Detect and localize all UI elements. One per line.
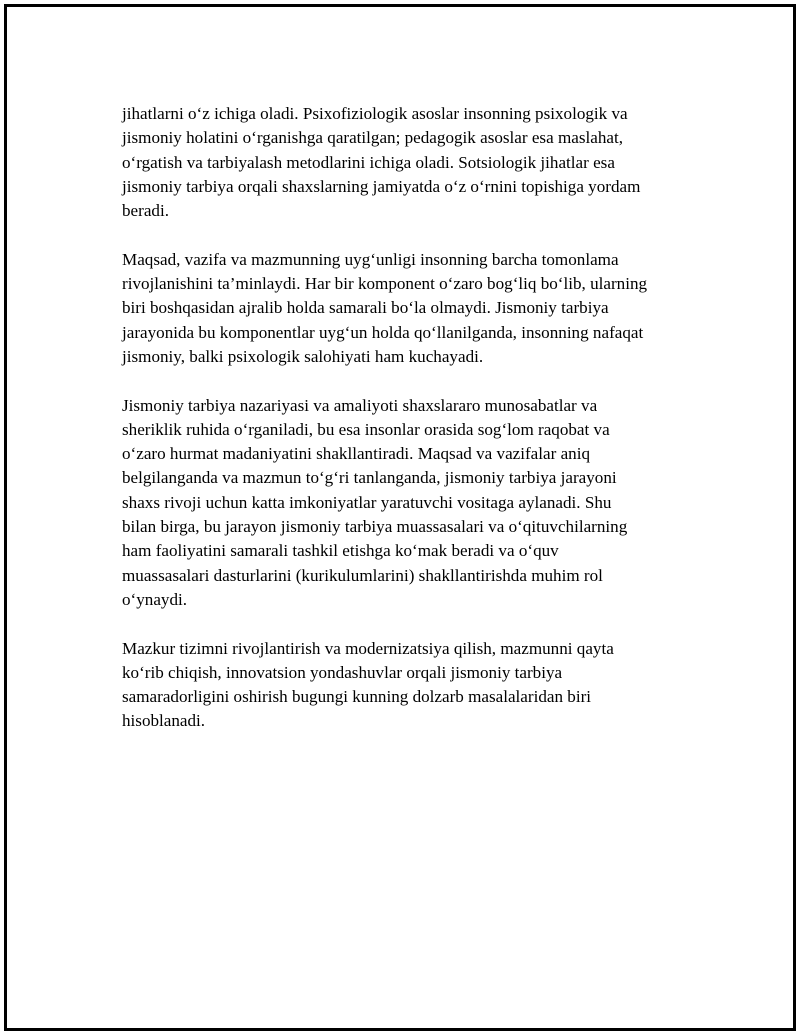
paragraph-4: Mazkur tizimni rivojlantirish va modernizatsiya qilish, mazmunni qayta ko‘rib chiqish, innovatsion yondashuvlar orqali jismoniy tarbiya samaradorligini oshirish bugungi kunning dolzarb masalalaridan biri hisoblanadi. [122,638,614,731]
paragraph-3: Jismoniy tarbiya nazariyasi va amaliyoti shaxslararo munosabatlar va sheriklik ruhida o‘rganiladi, bu esa insonlar orasida sog‘lom raqobat va o‘zaro hurmat madaniyatini shakllantiradi. Maqsad va vazifalar aniq belgilanganda va mazmun to‘g‘ri tanlanganda, jismoniy tarbiya jarayoni shaxs rivoji uchun katta imkoniyatlar yaratuvchi vositaga aylanadi. Shu bilan birga, bu jarayon jismoniy tarbiya muassasalari va o‘qituvchilarning ham faoliyatini samarali tashkil etishga ko‘mak beradi va o‘quv muassasalari dasturlarini (kurikulumlarini) shakllantirishda muhim rol o‘ynaydi. [122,395,628,609]
paragraph-1: jihatlarni o‘z ichiga oladi. Psixofiziologik asoslar insonning psixologik va jismoniy holatini o‘rganishga qaratilgan; pedagogik asoslar esa maslahat, o‘rgatish va tarbiyalash metodlarini ichiga oladi. Sotsiologik jihatlar esa jismoniy tarbiya orqali shaxslarning jamiyatda o‘z o‘rnini topishiga yordam beradi. [122,104,641,221]
paragraph-2: Maqsad, vazifa va mazmunning uyg‘unligi insonning barcha tomonlama rivojlanishini ta’minlaydi. Har bir komponent o‘zaro bog‘liq bo‘lib, ularning biri boshqasidan ajralib holda samarali bo‘la olmaydi. Jismoniy tarbiya jarayonida bu komponentlar uyg‘un holda qo‘llanilganda, insonning nafaqat jismoniy, balki psixologik salohiyati ham kuchayadi. [122,249,648,366]
page-frame [4,4,796,1031]
document-body [122,102,702,758]
